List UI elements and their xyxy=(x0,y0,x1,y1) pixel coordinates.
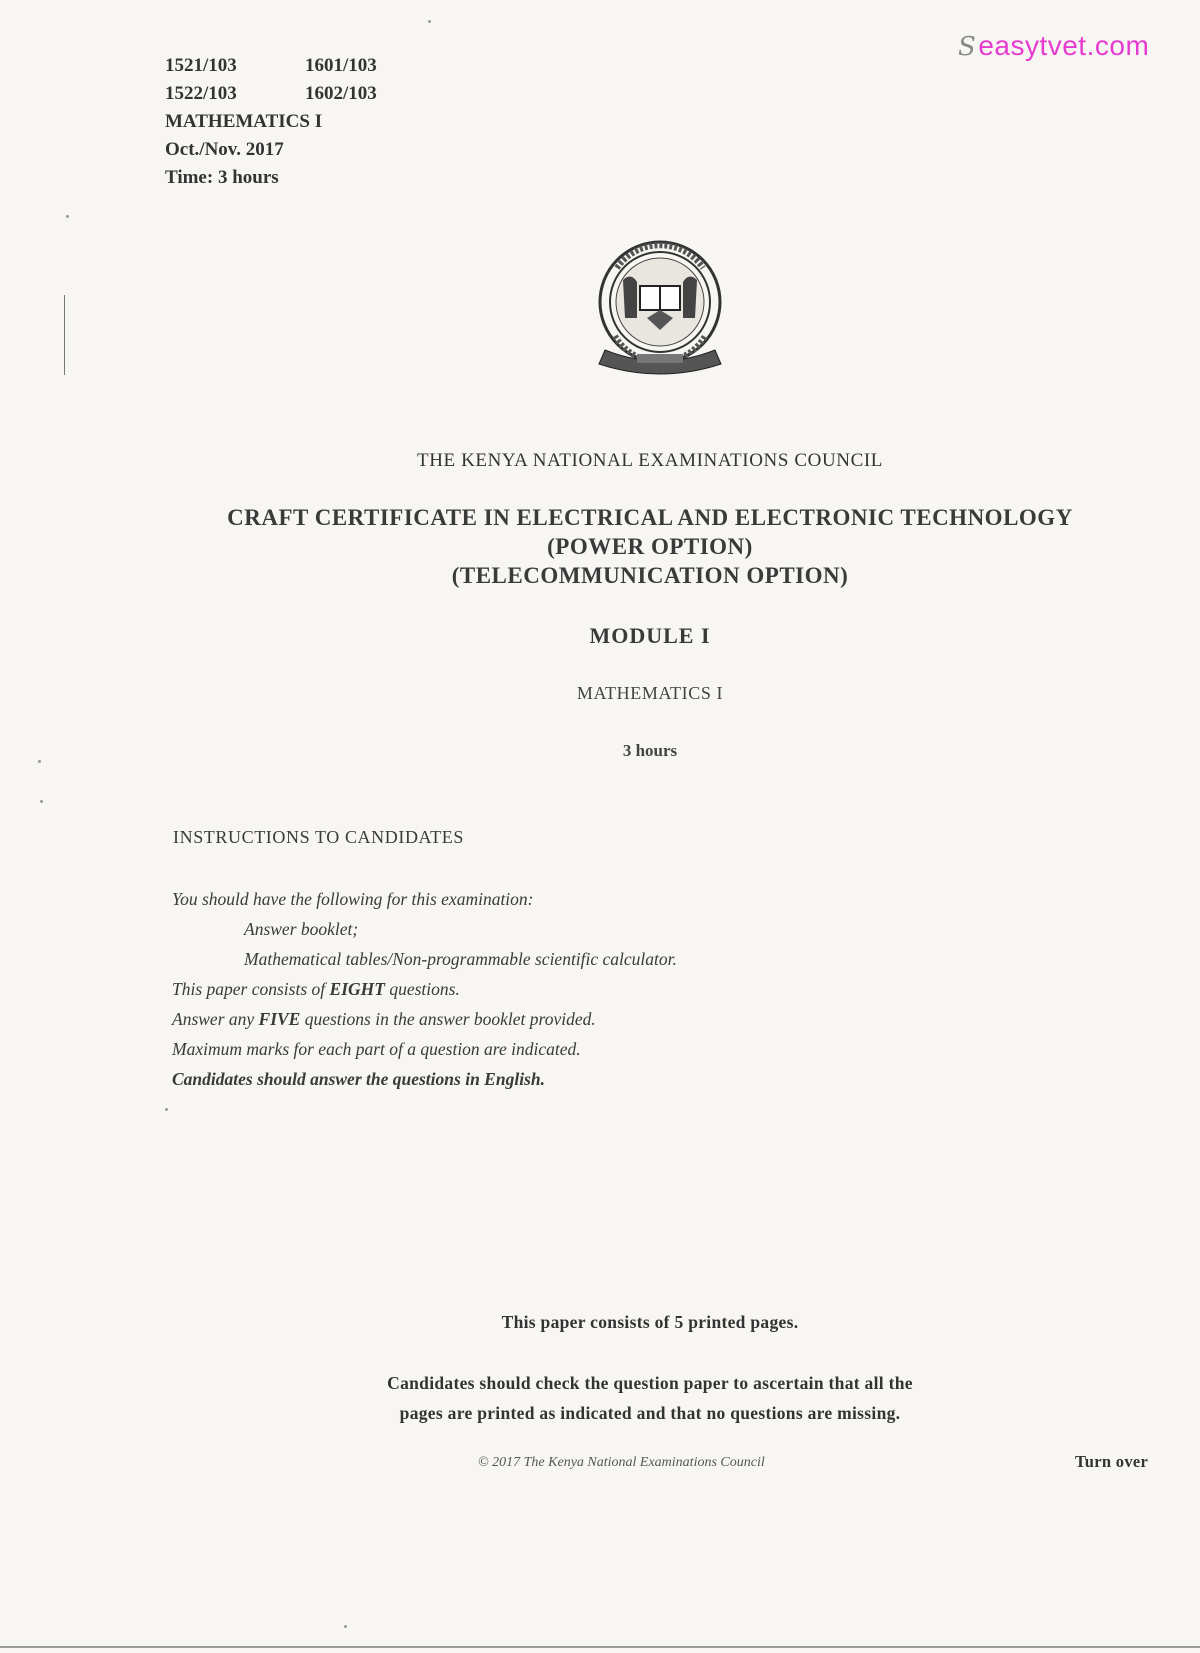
paper-code: 1601/103 xyxy=(305,55,377,76)
watermark xyxy=(958,30,1149,62)
instruction-text: This paper consists of xyxy=(172,979,330,999)
instruction-text: Answer any xyxy=(172,1009,259,1029)
certificate-title xyxy=(150,503,1150,590)
header-subject: MATHEMATICS I xyxy=(165,111,323,132)
scan-speck xyxy=(38,760,41,763)
watermark-mark: S xyxy=(958,32,977,62)
instruction-line: Mathematical tables/Non-programmable scientific calculator. xyxy=(244,949,677,969)
certificate-name: CRAFT CERTIFICATE IN ELECTRICAL AND ELECTRONIC TECHNOLOGY xyxy=(227,505,1073,530)
duration: 3 hours xyxy=(622,741,678,760)
option-power: (POWER OPTION) xyxy=(547,534,753,559)
check-note xyxy=(150,1368,1150,1428)
instruction-emphasis: EIGHT xyxy=(329,979,385,999)
instruction-line xyxy=(172,1004,677,1034)
scan-speck xyxy=(165,1108,168,1111)
check-note-line: Candidates should check the question paper to ascertain that all the xyxy=(387,1373,913,1393)
code-row xyxy=(165,80,377,108)
check-note-line: pages are printed as indicated and that no questions are missing. xyxy=(399,1403,901,1423)
instruction-text: questions in the answer booklet provided. xyxy=(300,1009,596,1029)
council-name: THE KENYA NATIONAL EXAMINATIONS COUNCIL xyxy=(417,450,883,471)
scan-speck xyxy=(40,800,43,803)
scan-speck xyxy=(344,1625,347,1628)
instructions-heading: INSTRUCTIONS TO CANDIDATES xyxy=(173,827,464,847)
paper-code: 1602/103 xyxy=(305,83,377,104)
paper-code: 1522/103 xyxy=(165,83,237,104)
exam-session: Oct./Nov. 2017 xyxy=(165,139,284,160)
turn-over: Turn over xyxy=(1075,1452,1149,1471)
scan-speck xyxy=(428,20,431,23)
subject-title: MATHEMATICS I xyxy=(576,683,724,703)
instruction-line: Answer booklet; xyxy=(244,919,359,939)
module-title: MODULE I xyxy=(589,623,711,648)
scan-edge xyxy=(0,1646,1200,1648)
instruction-line xyxy=(172,974,677,1004)
option-telecommunication: (TELECOMMUNICATION OPTION) xyxy=(451,563,849,588)
instruction-emphasis: FIVE xyxy=(258,1009,301,1029)
scan-speck xyxy=(66,215,69,218)
paper-code: 1521/103 xyxy=(165,55,237,76)
paper-codes xyxy=(165,52,377,192)
instruction-line: Candidates should answer the questions in English. xyxy=(172,1069,545,1089)
watermark-text: easytvet.com xyxy=(978,30,1150,61)
instruction-text: questions. xyxy=(384,979,460,999)
exam-time: Time: 3 hours xyxy=(165,167,279,188)
instructions-list xyxy=(172,884,677,1094)
code-row xyxy=(165,52,377,80)
copyright: © 2017 The Kenya National Examinations Council xyxy=(478,1455,765,1470)
knec-seal-icon xyxy=(585,238,735,380)
instruction-line: You should have the following for this examination: xyxy=(172,889,534,909)
scan-mark xyxy=(64,295,65,375)
instruction-line: Maximum marks for each part of a question are indicated. xyxy=(172,1039,581,1059)
page-count-note: This paper consists of 5 printed pages. xyxy=(501,1312,799,1332)
